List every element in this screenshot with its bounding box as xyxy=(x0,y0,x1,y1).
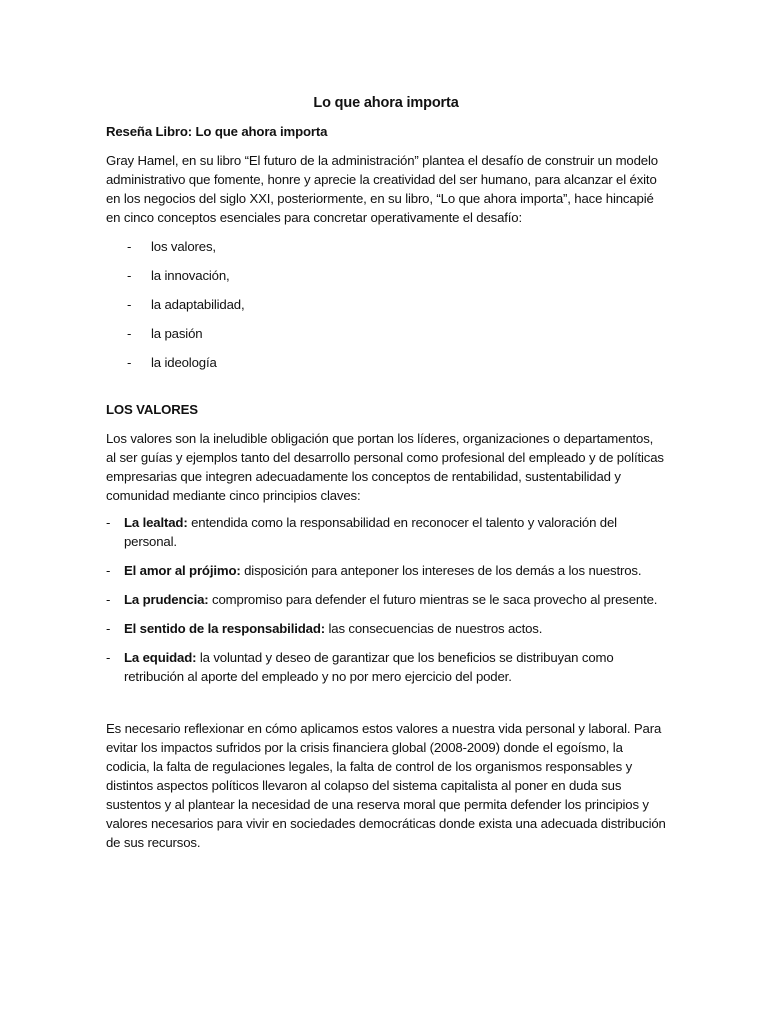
principle-term: El amor al prójimo: xyxy=(124,563,241,578)
document-subtitle: Reseña Libro: Lo que ahora importa xyxy=(106,124,328,139)
values-intro-paragraph: Los valores son la ineludible obligación que portan los líderes, organizaciones o departamentos, al ser guías y ejemplos tanto del desarrollo personal como profesional del empleado y de políticas empresarias que integren adecuadamente los conceptos de rentabilidad, sustentabilidad y comunidad mediante cinco principios claves: xyxy=(106,431,664,503)
bullet-dash: - xyxy=(106,621,111,636)
bullet-dash: - xyxy=(127,355,132,370)
bullet-dash: - xyxy=(106,563,111,578)
document-title: Lo que ahora importa xyxy=(313,95,459,111)
concepts-list xyxy=(106,237,666,372)
section-heading-valores: LOS VALORES xyxy=(106,402,198,417)
concept-label: la ideología xyxy=(151,355,217,370)
principle-description: las consecuencias de nuestros actos. xyxy=(324,621,543,636)
bullet-dash: - xyxy=(106,650,111,665)
closing-paragraph: Es necesario reflexionar en cómo aplicamos estos valores a nuestra vida personal y laboral. Para evitar los impactos sufridos por la crisis financiera global (2008-2009) donde el egoísmo, la codicia, la falta de regulaciones legales, la falta de control de los organismos responsables y distintos aspectos políticos llevaron al colapso del sistema capitalista al poner en duda sus sustentos y al plantear la necesidad de una reserva moral que permita defender los principios y valores necesarios para vivir en sociedades democráticas donde exista una adecuada distribución de sus recursos. xyxy=(106,721,666,850)
bullet-dash: - xyxy=(127,268,132,283)
bullet-dash: - xyxy=(127,239,132,254)
principle-term: El sentido de la responsabilidad: xyxy=(124,621,325,636)
concept-label: los valores, xyxy=(151,239,216,254)
principle-description: entendida como la responsabilidad en reconocer el talento y valoración del personal. xyxy=(124,515,617,549)
principle-term: La prudencia: xyxy=(124,592,209,607)
concept-label: la pasión xyxy=(151,326,203,341)
list-item xyxy=(106,353,666,372)
list-item xyxy=(106,324,666,343)
list-item xyxy=(106,513,666,551)
intro-paragraph: Gray Hamel, en su libro “El futuro de la administración” plantea el desafío de construir un modelo administrativo que fomente, honre y aprecie la creatividad del ser humano, para alcanzar el éxito en los negocios del siglo XXI, posteriormente, en su libro, “Lo que ahora importa”, hace hincapié en cinco conceptos esenciales para concretar operativamente el desafío: xyxy=(106,153,658,225)
bullet-dash: - xyxy=(127,297,132,312)
document-page xyxy=(106,92,666,852)
principle-description: disposición para anteponer los intereses de los demás a los nuestros. xyxy=(240,563,642,578)
list-item xyxy=(106,561,666,580)
concept-label: la innovación, xyxy=(151,268,230,283)
list-item xyxy=(106,590,666,609)
principle-term: La equidad: xyxy=(124,650,197,665)
list-item xyxy=(106,266,666,285)
principles-list xyxy=(106,513,666,686)
list-item xyxy=(106,237,666,256)
bullet-dash: - xyxy=(127,326,132,341)
list-item xyxy=(106,648,666,686)
bullet-dash: - xyxy=(106,515,111,530)
list-item xyxy=(106,619,666,638)
principle-term: La lealtad: xyxy=(124,515,188,530)
bullet-dash: - xyxy=(106,592,111,607)
principle-description: compromiso para defender el futuro mientras se le saca provecho al presente. xyxy=(208,592,658,607)
list-item xyxy=(106,295,666,314)
principle-description: la voluntad y deseo de garantizar que los beneficios se distribuyan como retribución al aporte del empleado y no por mero ejercicio del poder. xyxy=(124,650,614,684)
concept-label: la adaptabilidad, xyxy=(151,297,245,312)
